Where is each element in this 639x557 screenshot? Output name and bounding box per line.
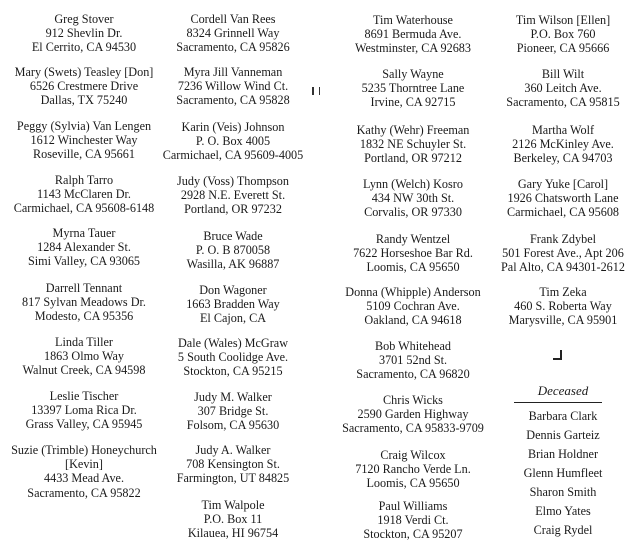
- entry-address-line: Carmichael, CA 95608: [506, 205, 620, 220]
- entry-name: Darrell Tennant: [45, 281, 123, 295]
- entry-name: Judy (Voss) Thompson: [177, 174, 289, 188]
- address-entry: [338, 232, 488, 275]
- entry-address-line: Pioneer, CA 95666: [516, 41, 610, 56]
- address-entry: [338, 339, 488, 382]
- entry-name: Ralph Tarro: [54, 173, 114, 187]
- entry-name: Gary Yuke [Carol]: [517, 177, 609, 191]
- entry-name: Donna (Whipple) Anderson: [345, 285, 481, 299]
- entry-name: Tim Waterhouse: [373, 13, 453, 27]
- entry-address-line: 5235 Thorntree Lane: [361, 81, 465, 96]
- entry-address-line: 6526 Crestmere Drive: [29, 79, 139, 94]
- entry-name: Judy M. Walker: [194, 390, 272, 404]
- entry-address-line: 1918 Verdi Ct.: [377, 513, 449, 528]
- entry-address-line: P.O. Box 11: [203, 512, 263, 527]
- entry-address-line: El Cajon, CA: [199, 311, 266, 326]
- entry-name: Karin (Veis) Johnson: [181, 120, 285, 134]
- address-entry: [338, 393, 488, 436]
- address-entry: [0, 226, 168, 269]
- address-entry: [488, 123, 638, 166]
- address-entry: [488, 67, 638, 110]
- entry-address-line: 501 Forest Ave., Apt 206: [502, 246, 624, 261]
- address-entry: [160, 229, 306, 272]
- address-entry: [0, 12, 168, 55]
- address-entry: [0, 119, 168, 162]
- entry-name: Martha Wolf: [531, 123, 595, 137]
- entry-address-line: 5109 Cochran Ave.: [366, 299, 460, 314]
- address-entry: [0, 65, 168, 108]
- entry-address-line: 1832 NE Schuyler St.: [359, 137, 467, 152]
- address-entry: [338, 448, 488, 491]
- entry-address-line: P.O. Box 760: [530, 27, 596, 42]
- entry-address-line: 1863 Olmo Way: [43, 349, 125, 364]
- entry-name: Judy A. Walker: [195, 443, 271, 457]
- entry-name: Linda Tiller: [55, 335, 113, 349]
- entry-address-line: 4433 Mead Ave.: [44, 471, 124, 486]
- address-entry: [0, 173, 168, 216]
- entry-name: Leslie Tischer: [49, 389, 119, 403]
- entry-name: Greg Stover: [54, 12, 114, 26]
- entry-name: Bruce Wade: [203, 229, 263, 243]
- entry-address-line: Westminster, CA 92683: [355, 41, 471, 56]
- deceased-heading: Deceased: [537, 383, 589, 398]
- address-entry: [488, 232, 638, 275]
- entry-address-line: Simi Valley, CA 93065: [27, 254, 141, 269]
- entry-name: Bill Wilt: [541, 67, 585, 81]
- address-entry: [0, 443, 168, 500]
- entry-address-line: Sacramento, CA 95833-9709: [342, 421, 484, 436]
- address-entry: [160, 498, 306, 541]
- corner-mark: [553, 350, 562, 360]
- entry-address-line: Irvine, CA 92715: [370, 95, 456, 110]
- entry-address-line: Berkeley, CA 94703: [513, 151, 613, 166]
- entry-address-line: 2590 Garden Highway: [357, 407, 469, 422]
- entry-name: Cordell Van Rees: [190, 12, 276, 26]
- address-entry: [338, 13, 488, 56]
- entry-address-line: 817 Sylvan Meadows Dr.: [22, 295, 146, 310]
- entry-address-line: Wasilla, AK 96887: [186, 257, 280, 272]
- entry-address-line: 8691 Bermuda Ave.: [364, 27, 462, 42]
- entry-address-line: Carmichael, CA 95609-4005: [162, 148, 304, 163]
- entry-address-line: Roseville, CA 95661: [33, 147, 135, 162]
- entry-name: Suzie (Trimble) Honeychurch: [11, 443, 157, 457]
- entry-address-line: Marysville, CA 95901: [508, 313, 618, 328]
- entry-address-line: Modesto, CA 95356: [34, 309, 134, 324]
- address-entry: [160, 443, 306, 486]
- entry-name: Tim Zeka: [539, 285, 587, 299]
- deceased-name: Barbara Clark: [528, 409, 598, 423]
- deceased-name: Craig Rydel: [533, 523, 593, 537]
- entry-address-line: 2126 McKinley Ave.: [512, 137, 614, 152]
- entry-address-line: Kilauea, HI 96754: [187, 526, 279, 541]
- entry-address-line: 7622 Horseshoe Bar Rd.: [353, 246, 473, 261]
- entry-address-line: Loomis, CA 95650: [366, 476, 460, 491]
- entry-address-line: P. O. Box 4005: [195, 134, 271, 149]
- entry-address-line: Sacramento, CA 95826: [176, 40, 290, 55]
- entry-address-line: Walnut Creek, CA 94598: [22, 363, 146, 378]
- entry-name: Randy Wentzel: [375, 232, 451, 246]
- crop-mark: [312, 87, 320, 95]
- entry-address-line: 912 Shevlin Dr.: [45, 26, 123, 41]
- entry-name: Tim Walpole: [201, 498, 265, 512]
- address-entry: [338, 285, 488, 328]
- entry-address-line: 307 Bridge St.: [197, 404, 269, 419]
- entry-address-line: 1663 Bradden Way: [186, 297, 280, 312]
- entry-address-line: 460 S. Roberta Way: [514, 299, 612, 314]
- entry-address-line: Folsom, CA 95630: [186, 418, 280, 433]
- address-entry: [160, 174, 306, 217]
- address-entry: [160, 283, 306, 326]
- entry-address-line: Sacramento, CA 96820: [356, 367, 470, 382]
- entry-address-line: Pal Alto, CA 94301-2612: [501, 260, 625, 275]
- address-entry: [160, 336, 306, 379]
- entry-address-line: 360 Leitch Ave.: [524, 81, 602, 96]
- address-entry: [0, 389, 168, 432]
- address-entry: [338, 499, 488, 542]
- address-entry: [160, 12, 306, 55]
- entry-address-line: 1284 Alexander St.: [37, 240, 131, 255]
- entry-name: Sally Wayne: [382, 67, 444, 81]
- address-entry: [338, 123, 488, 166]
- entry-name: Myrna Tauer: [52, 226, 116, 240]
- entry-name: Lynn (Welch) Kosro: [363, 177, 463, 191]
- entry-address-line: Stockton, CA 95207: [363, 527, 463, 542]
- entry-address-line: 708 Kensington St.: [186, 457, 280, 472]
- address-entry: [488, 177, 638, 220]
- entry-name: Peggy (Sylvia) Van Lengen: [16, 119, 152, 133]
- entry-address-line: Dallas, TX 75240: [40, 93, 128, 108]
- entry-name: Don Wagoner: [199, 283, 267, 297]
- entry-address-line: Carmichael, CA 95608-6148: [13, 201, 155, 216]
- entry-address-line: 13397 Loma Rica Dr.: [31, 403, 137, 418]
- deceased-name: Dennis Garteiz: [526, 428, 600, 442]
- address-entry: [488, 285, 638, 328]
- entry-name: Myra Jill Vanneman: [183, 65, 283, 79]
- entry-address-line: Stockton, CA 95215: [183, 364, 283, 379]
- entry-name: Dale (Wales) McGraw: [177, 336, 288, 350]
- address-entry: [160, 390, 306, 433]
- deceased-divider: [514, 402, 602, 403]
- entry-name: Craig Wilcox: [380, 448, 446, 462]
- entry-address-line: [Kevin]: [65, 457, 103, 472]
- deceased-name: Glenn Humfleet: [523, 466, 603, 480]
- entry-address-line: Farmington, UT 84825: [176, 471, 290, 486]
- entry-name: Chris Wicks: [383, 393, 443, 407]
- entry-address-line: 7120 Rancho Verde Ln.: [355, 462, 471, 477]
- deceased-name: Brian Holdner: [527, 447, 599, 461]
- address-entry: [338, 67, 488, 110]
- address-entry: [160, 120, 306, 163]
- entry-address-line: P. O. B 870058: [195, 243, 271, 258]
- entry-address-line: 5 South Coolidge Ave.: [177, 350, 289, 365]
- entry-address-line: Sacramento, CA 95828: [176, 93, 290, 108]
- entry-address-line: Oakland, CA 94618: [364, 313, 462, 328]
- deceased-name: Elmo Yates: [535, 504, 591, 518]
- entry-address-line: Corvalis, OR 97330: [364, 205, 462, 220]
- entry-address-line: Sacramento, CA 95815: [506, 95, 620, 110]
- entry-address-line: 2928 N.E. Everett St.: [180, 188, 286, 203]
- entry-address-line: Sacramento, CA 95822: [27, 485, 141, 500]
- entry-address-line: 8324 Grinnell Way: [186, 26, 280, 41]
- entry-address-line: 434 NW 30th St.: [371, 191, 455, 206]
- entry-name: Paul Williams: [378, 499, 448, 513]
- address-entry: [0, 281, 168, 324]
- entry-address-line: 1612 Winchester Way: [30, 133, 138, 148]
- deceased-name: Sharon Smith: [529, 485, 597, 499]
- address-entry: [160, 65, 306, 108]
- entry-address-line: 1143 McClaren Dr.: [37, 187, 131, 202]
- entry-address-line: 1926 Chatsworth Lane: [507, 191, 619, 206]
- entry-name: Tim Wilson [Ellen]: [515, 13, 611, 27]
- entry-name: Kathy (Wehr) Freeman: [356, 123, 470, 137]
- entry-address-line: Loomis, CA 95650: [366, 260, 460, 275]
- entry-name: Bob Whitehead: [375, 339, 451, 353]
- address-entry: [488, 13, 638, 56]
- entry-address-line: Grass Valley, CA 95945: [25, 417, 143, 432]
- address-entry: [338, 177, 488, 220]
- entry-address-line: Portland, OR 97212: [364, 151, 462, 166]
- entry-address-line: Portland, OR 97232: [184, 202, 282, 217]
- entry-address-line: 3701 52nd St.: [378, 353, 448, 368]
- entry-name: Mary (Swets) Teasley [Don]: [14, 65, 154, 79]
- entry-name: Frank Zdybel: [529, 232, 596, 246]
- entry-address-line: El Cerrito, CA 94530: [31, 40, 137, 55]
- address-entry: [0, 335, 168, 378]
- entry-address-line: 7236 Willow Wind Ct.: [177, 79, 289, 94]
